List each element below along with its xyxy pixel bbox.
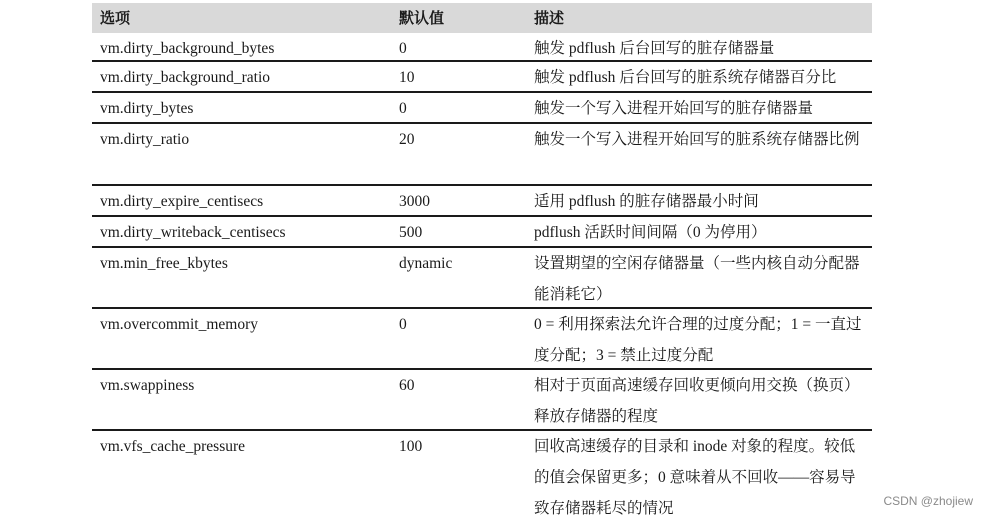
- default-cell: 0: [399, 40, 407, 57]
- option-cell: vm.dirty_writeback_centisecs: [100, 224, 286, 241]
- table-row: [92, 93, 872, 124]
- table-header: [92, 3, 872, 33]
- description-cell: 触发一个写入进程开始回写的脏系统存储器比例: [534, 131, 860, 148]
- table-row: [92, 62, 872, 93]
- option-cell: vm.dirty_ratio: [100, 131, 190, 148]
- description-cell: 0 = 利用探索法允许合理的过度分配；1 = 一直过度分配；3 = 禁止过度分配: [534, 316, 862, 364]
- default-cell: 0: [399, 316, 407, 333]
- header-option: 选项: [100, 9, 131, 27]
- description-cell: pdflush 活跃时间间隔（0 为停用）: [534, 224, 767, 241]
- table-row: [92, 431, 872, 521]
- table-row: [92, 217, 872, 248]
- description-cell: 回收高速缓存的目录和 inode 对象的程度。较低的值会保留更多；0 意味着从不回收——容易导致存储器耗尽的情况: [534, 438, 856, 517]
- table-row: [92, 124, 872, 186]
- option-cell: vm.dirty_background_ratio: [100, 69, 271, 86]
- sysctl-vm-table: [92, 3, 872, 521]
- table-row: [92, 186, 872, 217]
- description-cell: 适用 pdflush 的脏存储器最小时间: [534, 193, 759, 210]
- default-cell: 0: [399, 100, 407, 117]
- option-cell: vm.min_free_kbytes: [100, 255, 228, 272]
- default-cell: 100: [399, 438, 423, 455]
- option-cell: vm.vfs_cache_pressure: [100, 438, 246, 455]
- watermark: CSDN @zhojiew: [883, 494, 973, 508]
- option-cell: vm.overcommit_memory: [100, 316, 258, 333]
- option-cell: vm.swappiness: [100, 377, 195, 394]
- table-row: [92, 248, 872, 309]
- table-row: [92, 309, 872, 370]
- default-cell: 60: [399, 377, 415, 394]
- header-default: 默认值: [399, 9, 445, 27]
- description-cell: 触发一个写入进程开始回写的脏存储器量: [534, 100, 814, 117]
- table-row: [92, 370, 872, 431]
- description-cell: 相对于页面高速缓存回收更倾向用交换（换页）释放存储器的程度: [534, 377, 860, 425]
- header-description: 描述: [534, 9, 565, 27]
- default-cell: 500: [399, 224, 423, 241]
- option-cell: vm.dirty_bytes: [100, 100, 194, 117]
- table-row: [92, 33, 872, 62]
- option-cell: vm.dirty_expire_centisecs: [100, 193, 264, 210]
- default-cell: 20: [399, 131, 415, 148]
- option-cell: vm.dirty_background_bytes: [100, 40, 275, 57]
- default-cell: 3000: [399, 193, 430, 210]
- description-cell: 触发 pdflush 后台回写的脏系统存储器百分比: [534, 69, 837, 86]
- default-cell: 10: [399, 69, 415, 86]
- description-cell: 设置期望的空闲存储器量（一些内核自动分配器能消耗它）: [534, 255, 860, 303]
- description-cell: 触发 pdflush 后台回写的脏存储器量: [534, 40, 775, 57]
- default-cell: dynamic: [399, 255, 453, 272]
